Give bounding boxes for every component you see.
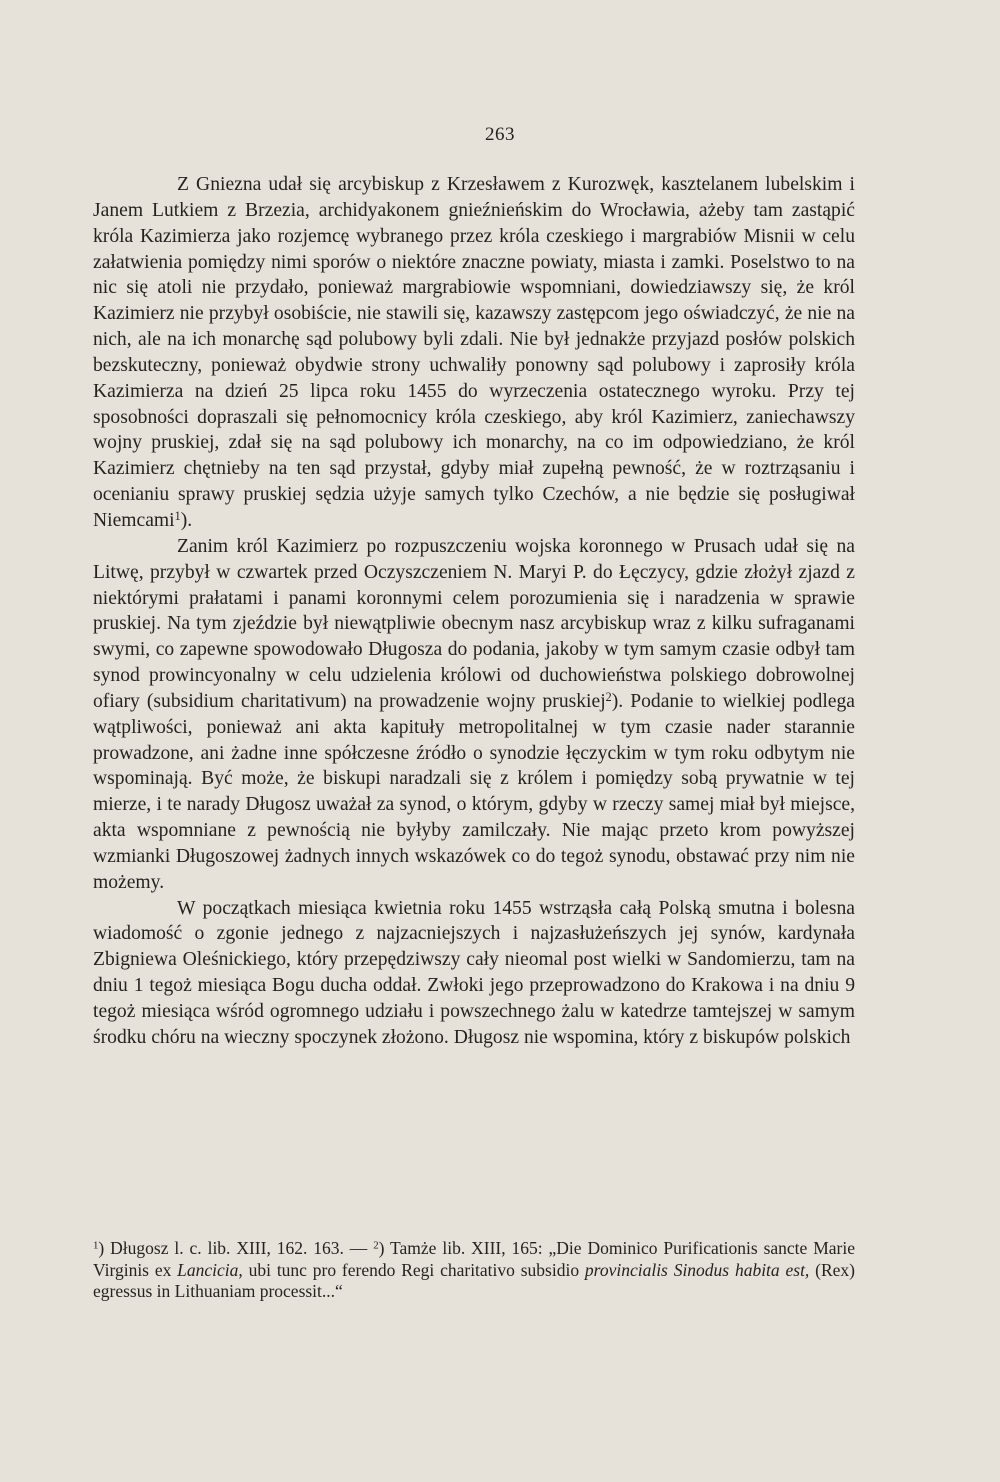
footnote-segment: Tamże lib. XIII, 165: „Die Dominico Purificationis sancte Marie Virginis ex	[93, 1238, 855, 1280]
paragraph	[93, 172, 855, 534]
footnote-ref: 1	[174, 508, 181, 523]
footnote-italic: Lancicia,	[177, 1259, 243, 1280]
main-text	[93, 172, 855, 1051]
footnote-segment: ubi tunc pro ferendo Regi charitativo subsidio	[242, 1259, 585, 1280]
footnote-ref: 2	[605, 689, 612, 704]
page-number: 263	[485, 124, 515, 145]
footnote-segment: Długosz l. c. lib. XIII, 162. 163. —	[104, 1238, 374, 1258]
footnote-text: $^1$) Długosz l. c. lib. XIII, 162. 163. — $^2$) Tamże lib. XIII, 165: „Die Dominico Purificationis sancte Marie Virginis ex Lancicia, ubi tunc pro ferendo Regi charitativo subsidio provincialis Sinodus habita est, (Rex) egressus in Lithuaniam processit...“	[93, 1238, 855, 1301]
paragraph-text: W początkach miesiąca kwietnia roku 1455 wstrząsła całą Polską smutna i bolesna wiadomość o zgonie jednego z najzacniejszych i najzasłużeńszych jej synów, kardynała Zbigniewa Oleśnickiego, który przepędziwszy cały nieomal post wielki w Sandomierzu, tam na dniu 1 tegoż miesiąca Bogu ducha oddał. Zwłoki jego przeprowadzono do Krakowa i na dniu 9 tegoż miesiąca wśród ogromnego udziału i powszechnego żalu w katedrze tamtejszej w samym środku chóru na wieczny spoczynek złożono. Długosz nie wspomina, który z biskupów polskich	[93, 897, 855, 1048]
paragraph-text: Z Gniezna udał się arcybiskup z Krzesławem z Kurozwęk, kasztelanem lubelskim i Janem Lutkiem z Brzezia, archidyakonem gnieźnieńskim do Wrocławia, ażeby tam zastąpić króla Kazimierza jako rozjemcę wybranego przez króla czeskiego i margrabiów Misnii w celu załatwienia pomiędzy nimi sporów o niektóre znaczne powiaty, miasta i zamki. Poselstwo to na nic się atoli nie przydało, ponieważ margrabiowie wspomniani, dowiedziawszy się, że król Kazimierz nie przybył osobiście, nie stawili się, kazawszy zastępcom jego oświadczyć, że nie na nich, ale na ich monarchę sąd polubowy byli zdali. Nie był jednakże przyjazd posłów polskich bezskuteczny, ponieważ obydwie strony uchwaliły ponowny sąd polubowy i zaprosiły króla Kazimierza na dzień 25 lipca roku 1455 do wyrzeczenia ostatecznego wyroku. Przy tej sposobności dopraszali się pełnomocnicy króla czeskiego, aby król Kazimierz, zaniechawszy wojny pruskiej, zdał się na sąd polubowy ich monarchy, na co im odpowiedziano, że król Kazimierz chętnieby na ten sąd przystał, gdyby miał zupełną pewność, że w roztrząsaniu i ocenianiu sprawy pruskiej sędzia użyje samych tylko Czechów, a nie będzie się posługiwał Niemcami	[93, 174, 855, 531]
paragraph	[93, 896, 855, 1051]
paragraph-text: ). Podanie to wielkiej podlega wątpliwości, ponieważ ani akta kapituły metropolitalnej w tym czasie nader starannie prowadzone, ani żadne inne spółczesne źródło o synodzie łęczyckim w tym roku odbytym nie wspominają. Być może, że biskupi naradzali się z królem i pomiędzy sobą prywatnie w tej mierze, i te narady Długosz uważał za synod, o którym, gdyby w rzeczy samej miał był miejsce, akta wspomniane z pewnością nie byłyby zamilczały. Nie mając przeto krom powyższej wzmianki Długoszowej żadnych innych wskazówek co do tegoż synodu, obstawać przy nim nie możemy.	[93, 690, 855, 893]
footnotes	[93, 1238, 855, 1303]
footnote-marker: 2	[373, 1239, 379, 1252]
paragraph-text: ).	[180, 509, 193, 531]
footnote-marker: 1	[93, 1239, 99, 1252]
footnote-segment: (Rex) egressus in Lithuaniam processit...“	[93, 1259, 855, 1301]
paragraph	[93, 534, 855, 896]
paragraph-text: Zanim król Kazimierz po rozpuszczeniu wojska koronnego w Prusach udał się na Litwę, przybył w czwartek przed Oczyszczeniem N. Maryi P. do Łęczycy, gdzie złożył zjazd z niektórymi prałatami i panami koronnymi celem porozumienia się i naradzenia w sprawie pruskiej. Na tym zjeździe był niewątpliwie obecnym nasz arcybiskup wraz z kilku sufraganami swymi, co zapewne spowodowało Długosza do podania, jakoby w tym samym czasie odbył tam synod prowincyonalny w celu udzielenia królowi od duchowieństwa polskiego dobrowolnej ofiary (subsidium charitativum) na prowadzenie wojny pruskiej	[93, 535, 855, 712]
footnote-italic: provincialis Sinodus habita est,	[584, 1259, 810, 1280]
